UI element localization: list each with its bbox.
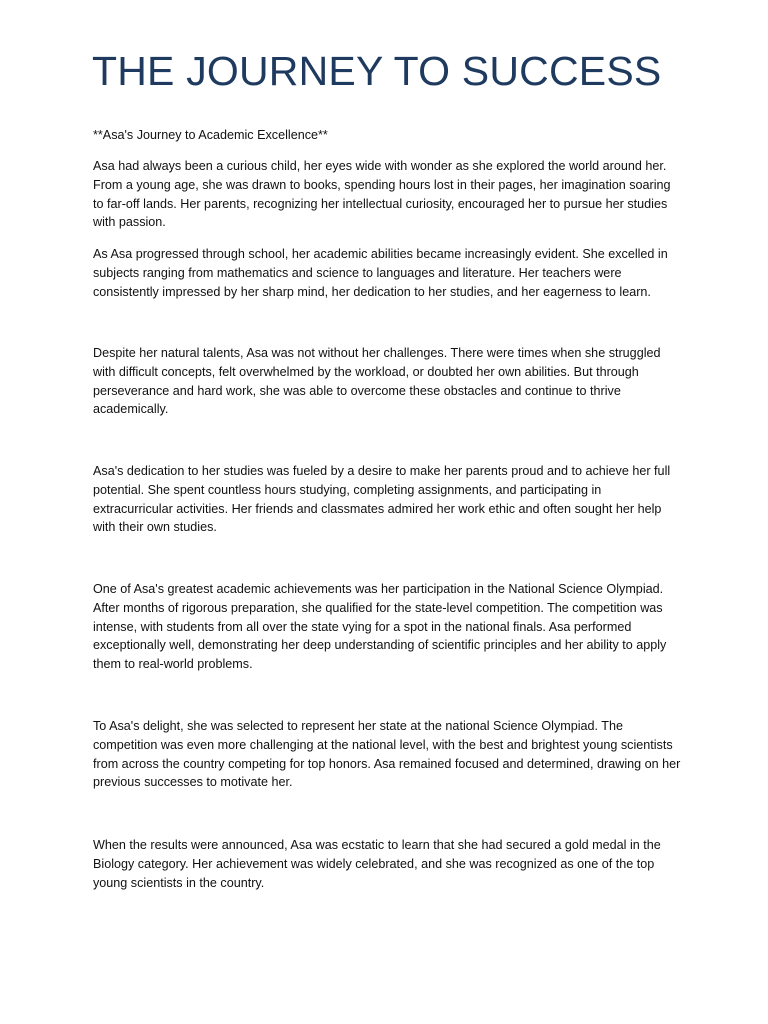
body-paragraph-6: To Asa's delight, she was selected to represent her state at the national Science Olympiad. The competition was even more challenging at the national level, with the best and brightest young scientists from across the country competing for top honors. Asa remained focused and determined, drawing on her previous successes to motivate her. — [93, 719, 681, 790]
body-paragraph-4: Asa's dedication to her studies was fueled by a desire to make her parents proud and to achieve her full potential. She spent countless hours studying, completing assignments, and participating in extracurricular activities. Her friends and classmates admired her work ethic and often sought her help with their own studies. — [93, 464, 671, 535]
body-paragraph-2: As Asa progressed through school, her academic abilities became increasingly evident. She excelled in subjects ranging from mathematics and science to languages and literature. Her teachers were consistently impressed by her sharp mind, her dedication to her studies, and her eagerness to learn. — [93, 247, 668, 299]
body-paragraph-3: Despite her natural talents, Asa was not without her challenges. There were times when she struggled with difficult concepts, felt overwhelmed by the workload, or doubted her own abilities. But through perseverance and hard work, she was able to overcome these obstacles and continue to thrive academically. — [93, 346, 661, 417]
body-paragraph-5: One of Asa's greatest academic achievements was her participation in the National Science Olympiad. After months of rigorous preparation, she qualified for the state-level competition. The competition was intense, with students from all over the state vying for a spot in the national finals. Asa performed exceptionally well, demonstrating her deep understanding of scientific principles and her ability to apply them to real-world problems. — [93, 582, 667, 672]
document-subtitle: **Asa's Journey to Academic Excellence** — [93, 128, 328, 142]
document-title: THE JOURNEY TO SUCCESS — [92, 48, 662, 94]
body-paragraph-1: Asa had always been a curious child, her eyes wide with wonder as she explored the world around her. From a young age, she was drawn to books, spending hours lost in their pages, her imagination soaring to far-off lands. Her parents, recognizing her intellectual curiosity, encouraged her to pursue her studies with passion. — [93, 159, 671, 230]
body-paragraph-7: When the results were announced, Asa was ecstatic to learn that she had secured a gold medal in the Biology category. Her achievement was widely celebrated, and she was recognized as one of the top young scientists in the country. — [93, 838, 661, 890]
